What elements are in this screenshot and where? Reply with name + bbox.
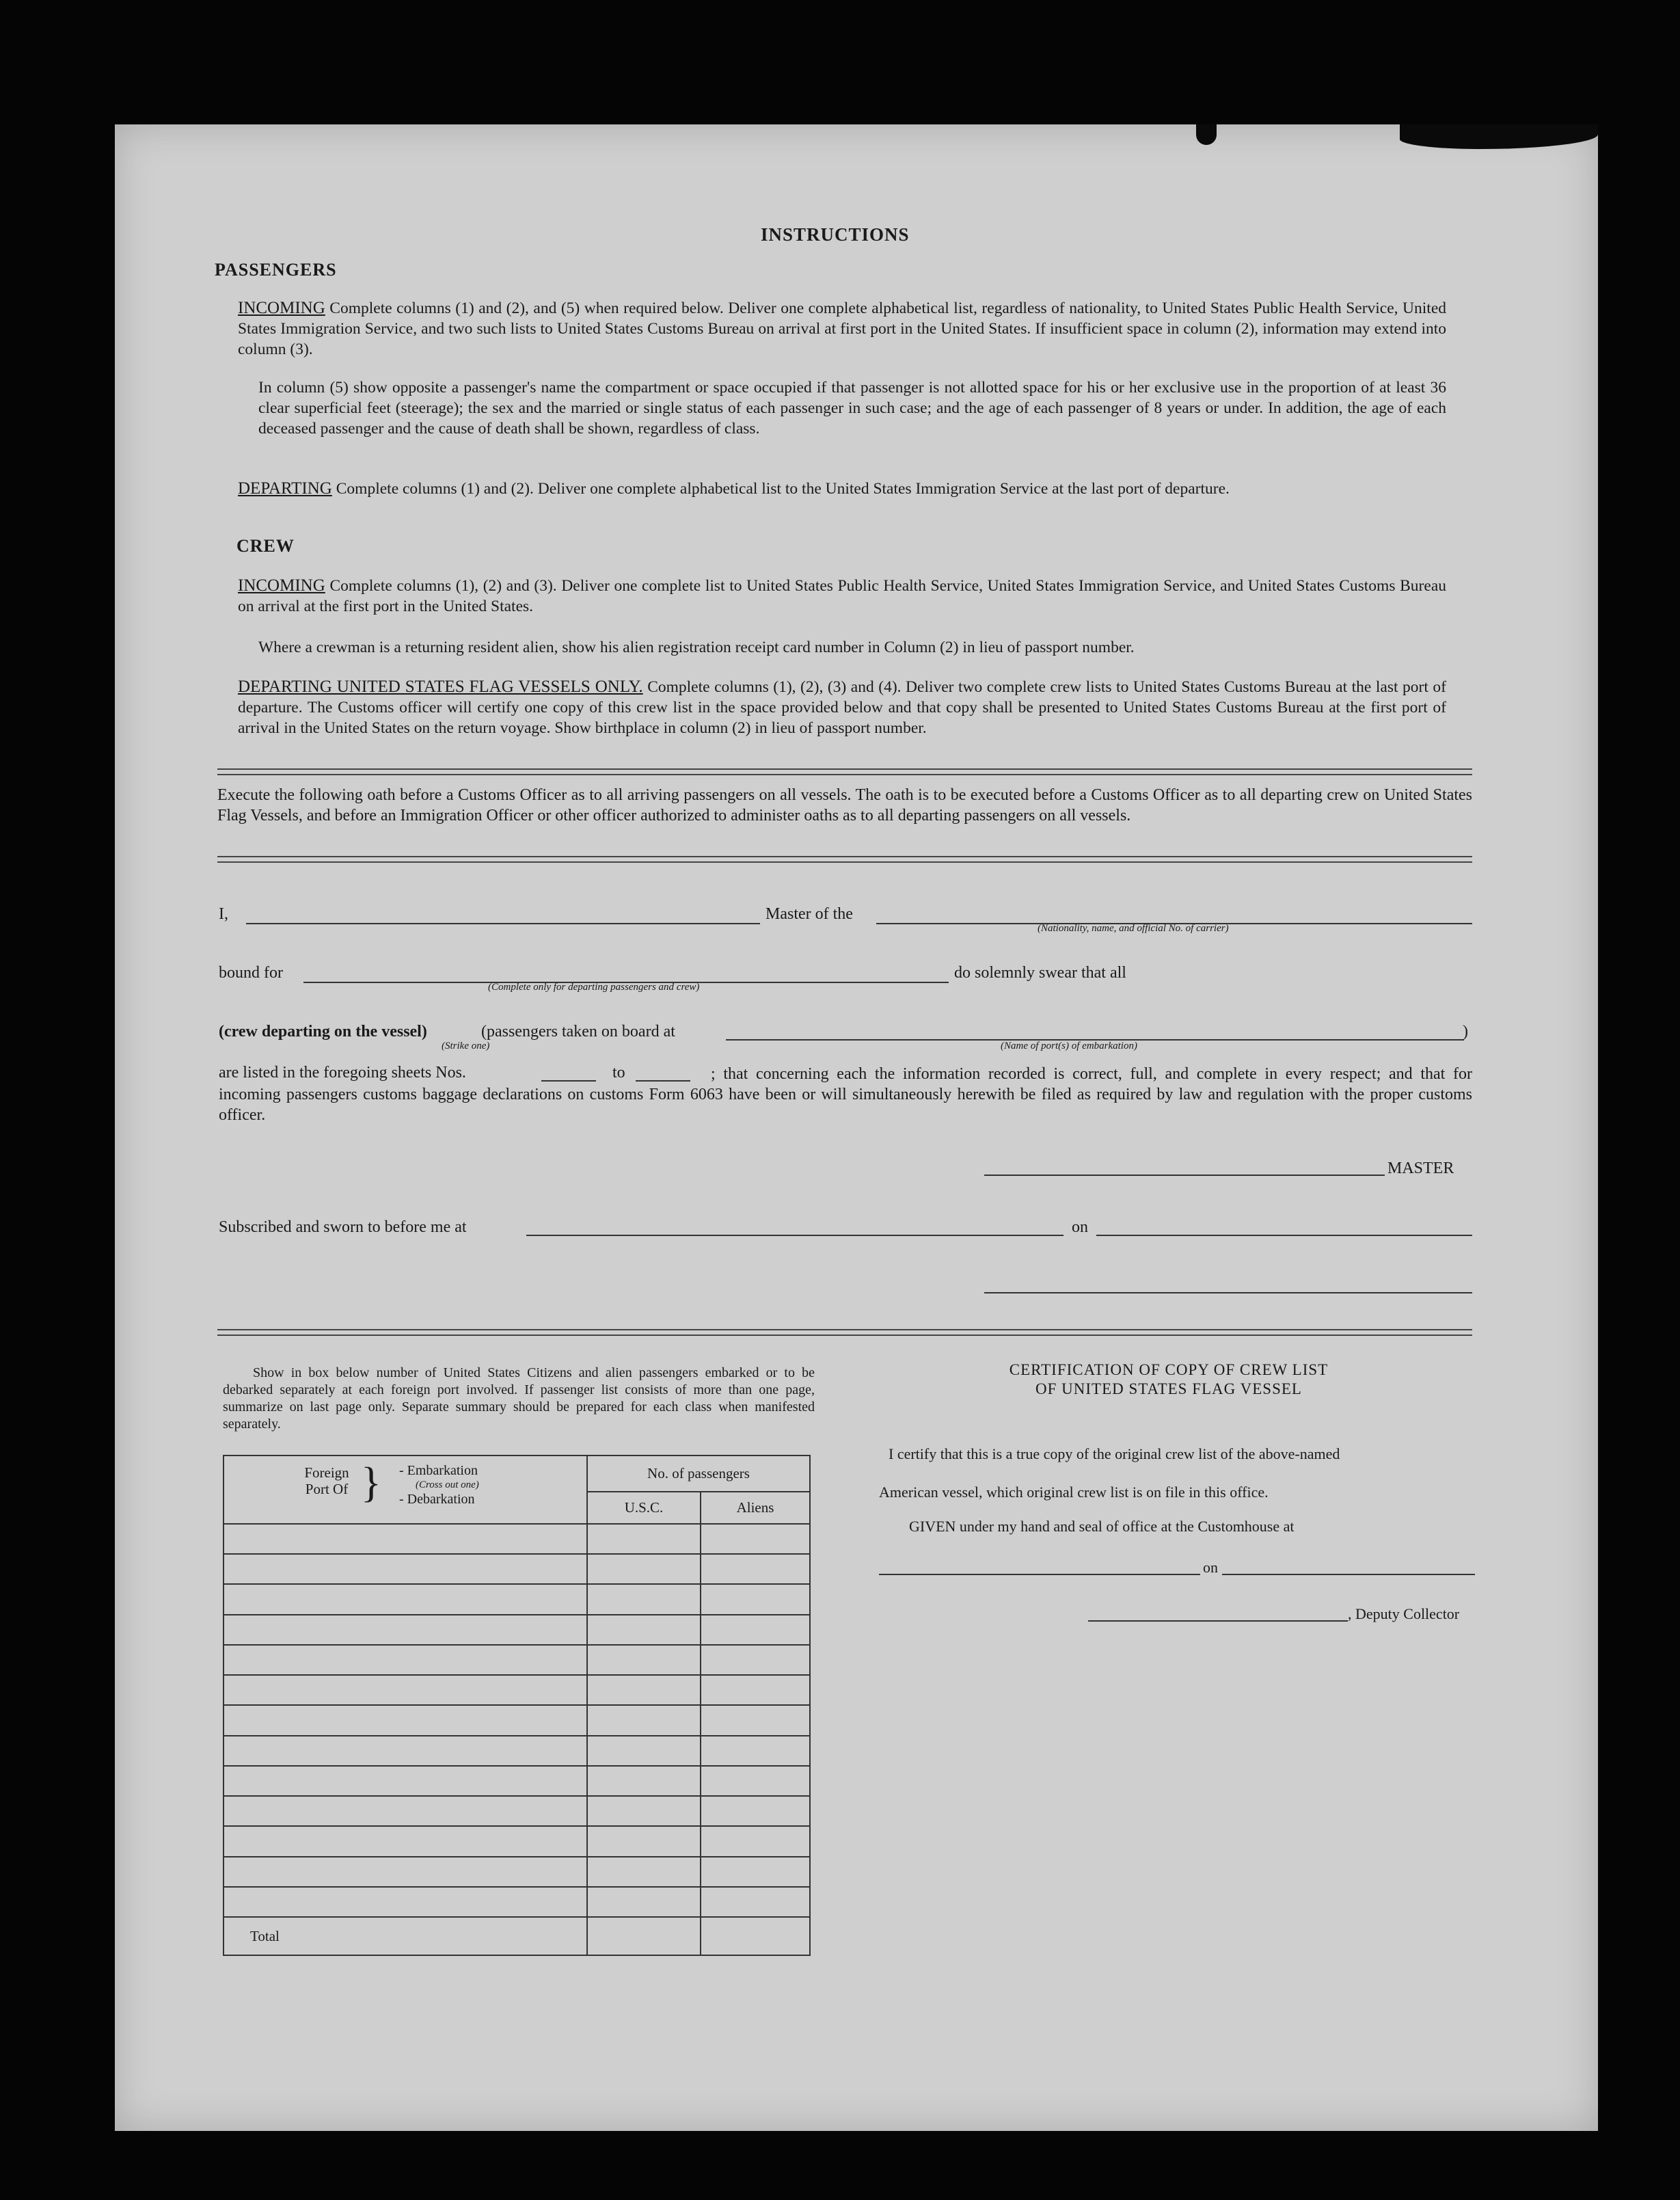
passengers-incoming-text: Complete columns (1) and (2), and (5) when required below. Deliver one complete alphabetical list, regardless of nationality, to United States Public Health Service, United States Immigration Service, and two such lists to United States Customs Bureau on arrival at first port in the United States. If insufficient space in column (2), information may extend into column (3). [238, 299, 1447, 358]
crew-departing-option: (crew departing on the vessel) [219, 1023, 427, 1041]
bound-caption: (Complete only for departing passengers and crew) [488, 982, 700, 993]
subscribed-label: Subscribed and sworn to before me at [219, 1218, 467, 1236]
aliens-header: Aliens [701, 1492, 810, 1524]
master-label: MASTER [1387, 1159, 1454, 1177]
port-cell[interactable] [223, 1675, 587, 1705]
certification-on-label: on [1203, 1559, 1218, 1576]
paper-damage [1196, 124, 1217, 145]
summary-row [223, 1736, 810, 1766]
summary-row [223, 1554, 810, 1584]
divider [217, 768, 1472, 775]
port-cell[interactable] [223, 1796, 587, 1826]
aliens-cell[interactable] [701, 1705, 810, 1735]
port-cell[interactable] [223, 1524, 587, 1554]
usc-cell[interactable] [587, 1857, 701, 1887]
aliens-cell[interactable] [701, 1675, 810, 1705]
summary-row [223, 1887, 810, 1917]
crew-incoming-label: INCOMING [238, 576, 325, 595]
passengers-taken-label: (passengers taken on board at [481, 1023, 675, 1041]
summary-row [223, 1796, 810, 1826]
cross-out-caption: (Cross out one) [416, 1479, 479, 1490]
passengers-departing-text: Complete columns (1) and (2). Deliver one complete alphabetical list to the United States Immigration Service at the last port of departure. [336, 480, 1230, 498]
sworn-place-field[interactable] [526, 1235, 1063, 1236]
usc-cell[interactable] [587, 1736, 701, 1766]
port-caption: (Name of port(s) of embarkation) [1001, 1041, 1137, 1051]
summary-row [223, 1524, 810, 1554]
port-cell[interactable] [223, 1615, 587, 1645]
summary-row [223, 1584, 810, 1614]
usc-cell[interactable] [587, 1524, 701, 1554]
usc-cell[interactable] [587, 1766, 701, 1796]
deputy-signature-field[interactable] [1088, 1620, 1348, 1622]
divider [217, 1329, 1472, 1336]
usc-cell[interactable] [587, 1887, 701, 1917]
sworn-date-field[interactable] [1096, 1235, 1472, 1236]
embarkation-label: - Embarkation [399, 1463, 478, 1478]
aliens-cell[interactable] [701, 1615, 810, 1645]
port-cell[interactable] [223, 1584, 587, 1614]
column5-paragraph: In column (5) show opposite a passenger's name the compartment or space occupied if that passenger is not allotted space for his or her exclusive use in the proportion of at least 36 clear superficial feet (steerage); the sex and the married or single status of each passenger in such case; and the age of each passenger of 8 years or under. In addition, the age of each deceased passenger and the cause of death shall be shown, regardless of class. [258, 379, 1446, 438]
debarkation-label: - Debarkation [399, 1492, 475, 1507]
listed-start: are listed in the foregoing sheets Nos. [219, 1064, 466, 1082]
passengers-incoming-paragraph [238, 298, 1446, 360]
summary-row [223, 1857, 810, 1887]
certify-text: I certify that this is a true copy of the original crew list of the above-named [889, 1445, 1340, 1462]
certification-heading-line2: OF UNITED STATES FLAG VESSEL [1035, 1380, 1302, 1397]
total-label: Total [223, 1917, 587, 1955]
passenger-summary-table [223, 1455, 811, 1956]
paper-damage [1400, 124, 1598, 149]
port-cell[interactable] [223, 1887, 587, 1917]
aliens-cell[interactable] [701, 1766, 810, 1796]
listed-rest: ; that concerning each the information recorded is correct, full, and complete in every respect; and that for incoming passengers customs baggage declarations on customs Form 6063 have been or will simultaneously herewith be filed as required by law and regulation with the proper customs officer. [219, 1065, 1472, 1124]
usc-cell[interactable] [587, 1645, 701, 1675]
certification-heading-line1: CERTIFICATION OF COPY OF CREW LIST [1009, 1361, 1329, 1378]
summary-rows [223, 1524, 810, 1917]
usc-cell[interactable] [587, 1675, 701, 1705]
port-cell[interactable] [223, 1645, 587, 1675]
total-aliens-cell[interactable] [701, 1917, 810, 1955]
aliens-cell[interactable] [701, 1554, 810, 1584]
bound-for-label: bound for [219, 964, 283, 982]
foreign-port-label: Foreign Port Of [304, 1464, 349, 1497]
port-cell[interactable] [223, 1705, 587, 1735]
usc-cell[interactable] [587, 1584, 701, 1614]
crew-heading: CREW [236, 536, 295, 556]
strike-one-caption: (Strike one) [442, 1041, 490, 1051]
passengers-departing-paragraph [238, 479, 1446, 499]
passengers-departing-label: DEPARTING [238, 479, 332, 498]
crew-departing-label: DEPARTING UNITED STATES FLAG VESSELS ONLY. [238, 678, 643, 696]
certification-date-field[interactable] [1222, 1574, 1475, 1575]
aliens-cell[interactable] [701, 1857, 810, 1887]
master-name-field[interactable] [246, 923, 760, 924]
summary-instructions: Show in box below number of United States Citizens and alien passengers embarked or to be debarked separately at each foreign port involved. If passenger list consists of more than one page, summarize on last page only. Separate summary should be prepared for each class when manifested separately. [223, 1365, 815, 1432]
summary-row [223, 1645, 810, 1675]
american-vessel-text: American vessel, which original crew list is on file in this office. [879, 1484, 1269, 1501]
master-signature-field[interactable] [984, 1175, 1385, 1176]
master-of-label: Master of the [766, 905, 853, 923]
summary-row [223, 1766, 810, 1796]
port-cell[interactable] [223, 1826, 587, 1856]
usc-header: U.S.C. [587, 1492, 701, 1524]
listed-to: to [612, 1064, 625, 1082]
oath-intro: Execute the following oath before a Customs Officer as to all arriving passengers on all vessels. The oath is to be executed before a Customs Officer as to all departing crew on United States Flag Vessels, and before an Immigration Officer or other officer authorized to administer oaths as to all departing passengers on all vessels. [217, 786, 1472, 824]
usc-cell[interactable] [587, 1826, 701, 1856]
port-cell[interactable] [223, 1766, 587, 1796]
divider [217, 856, 1472, 863]
aliens-cell[interactable] [701, 1736, 810, 1766]
certification-heading [848, 1360, 1490, 1399]
crew-departing-paragraph [238, 677, 1446, 738]
aliens-cell[interactable] [701, 1645, 810, 1675]
crew-alien-paragraph: Where a crewman is a returning resident alien, show his alien registration receipt card number in Column (2) in lieu of passport number. [258, 639, 1135, 656]
officer-signature-field[interactable] [984, 1292, 1472, 1293]
summary-row [223, 1826, 810, 1856]
usc-cell[interactable] [587, 1554, 701, 1584]
total-usc-cell[interactable] [587, 1917, 701, 1955]
aliens-cell[interactable] [701, 1887, 810, 1917]
aliens-cell[interactable] [701, 1584, 810, 1614]
brace-icon: } [361, 1460, 381, 1506]
oath-i-label: I, [219, 905, 228, 923]
aliens-cell[interactable] [701, 1826, 810, 1856]
port-cell[interactable] [223, 1736, 587, 1766]
close-paren: ) [1463, 1023, 1468, 1041]
crew-departing-text: Complete columns (1), (2), (3) and (4). Deliver two complete crew lists to United States Customs Bureau at the last port of departure. The Customs officer will certify one copy of this crew list in the space provided below and that copy shall be presented to United States Customs Bureau at the first port of arrival in the United States on the return voyage. Show birthplace in column (2) in lieu of passport number. [238, 678, 1446, 737]
usc-cell[interactable] [587, 1615, 701, 1645]
page-title: INSTRUCTIONS [761, 224, 910, 245]
aliens-cell[interactable] [701, 1796, 810, 1826]
no-passengers-header: No. of passengers [587, 1456, 810, 1492]
summary-row [223, 1615, 810, 1645]
aliens-cell[interactable] [701, 1524, 810, 1554]
swear-label: do solemnly swear that all [954, 964, 1126, 982]
crew-incoming-text: Complete columns (1), (2) and (3). Deliver one complete list to United States Public Health Service, United States Immigration Service, and United States Customs Bureau on arrival at the first port in the United States. [238, 577, 1446, 615]
passengers-heading: PASSENGERS [215, 260, 337, 280]
summary-row [223, 1705, 810, 1735]
summary-row [223, 1675, 810, 1705]
nationality-caption: (Nationality, name, and official No. of carrier) [1038, 923, 1229, 934]
given-text: GIVEN under my hand and seal of office at the Customhouse at [909, 1518, 1295, 1535]
port-cell[interactable] [223, 1554, 587, 1584]
passengers-incoming-label: INCOMING [238, 299, 325, 317]
usc-cell[interactable] [587, 1705, 701, 1735]
usc-cell[interactable] [587, 1796, 701, 1826]
crew-incoming-paragraph [238, 576, 1446, 617]
port-cell[interactable] [223, 1857, 587, 1887]
deputy-collector-label: , Deputy Collector [1348, 1605, 1460, 1622]
customhouse-field[interactable] [879, 1574, 1200, 1575]
sworn-on-label: on [1072, 1218, 1088, 1236]
port-header-cell [223, 1456, 587, 1524]
